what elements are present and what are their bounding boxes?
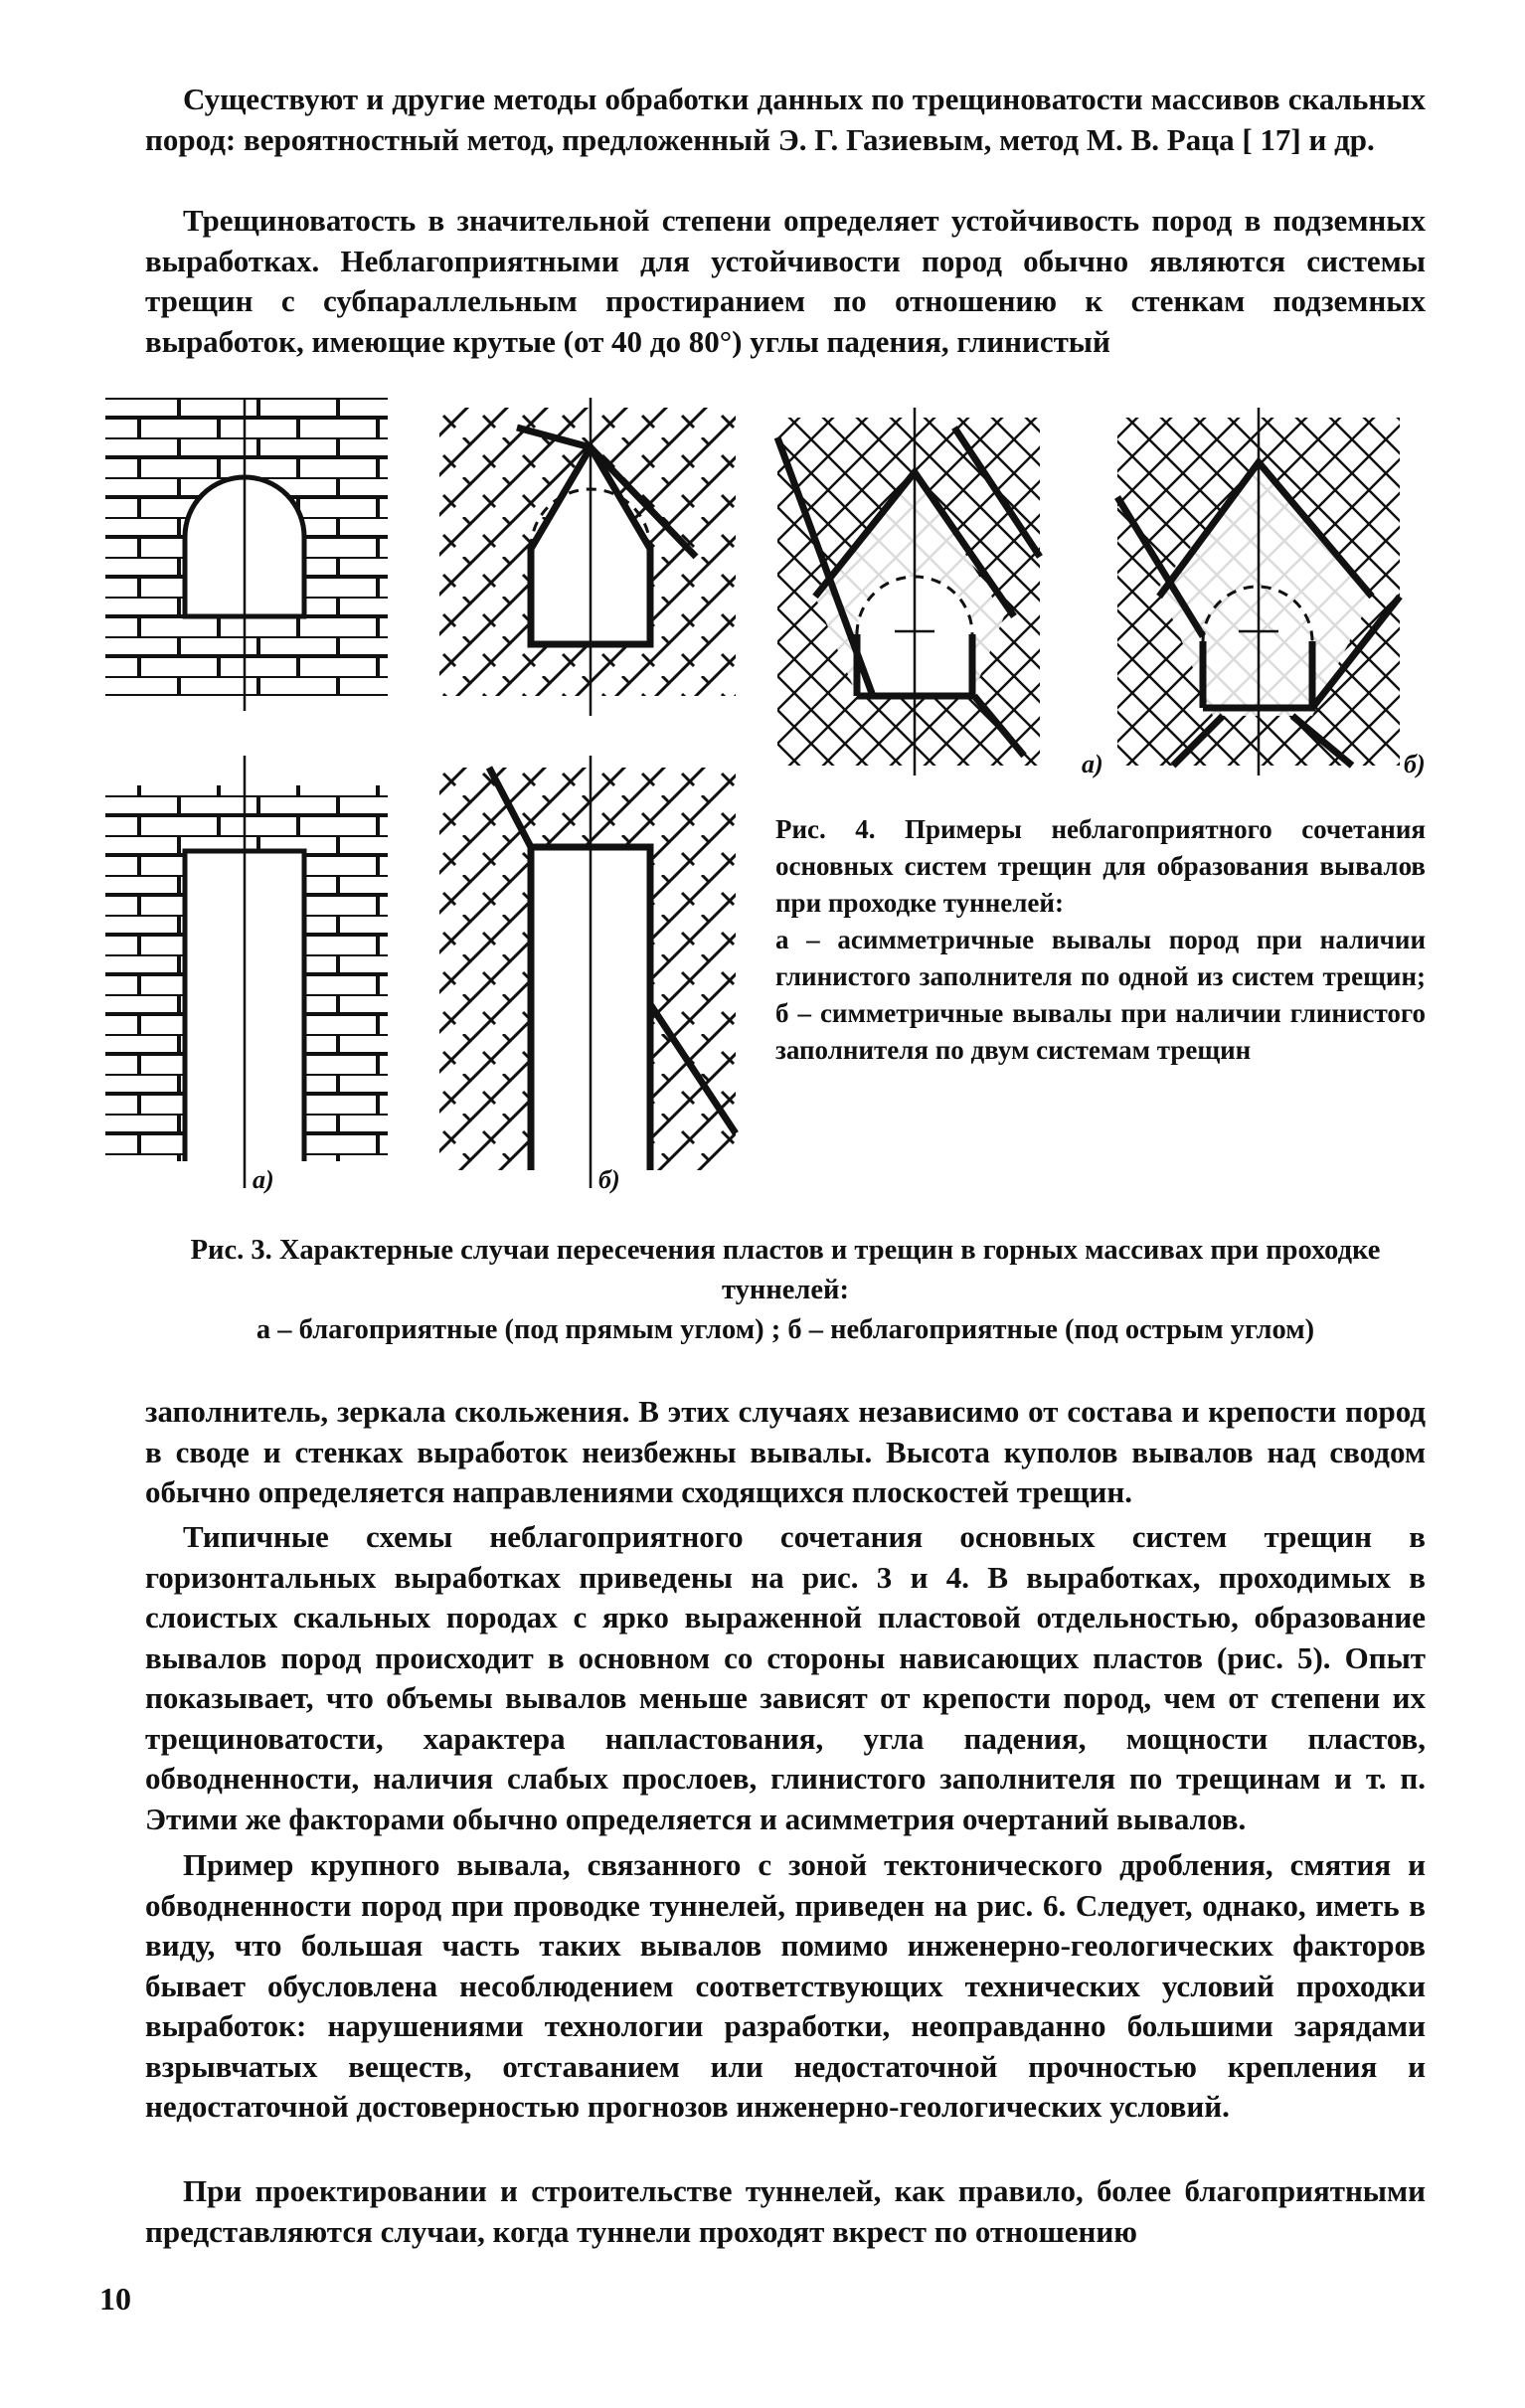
fig3b-bottom-diagram bbox=[439, 756, 736, 1188]
paragraph-1-text: Существуют и другие методы обработки данных по трещиноватости массивов скальных пород: вероятностный метод, предложенный Э. Г. Газиевым, метод М. В. Раца [ 17] и др. bbox=[145, 82, 1426, 157]
page-number: 10 bbox=[99, 2281, 131, 2317]
fig3a-top-diagram bbox=[105, 398, 388, 711]
figure-3-caption-title: Рис. 3. Характерные случаи пересечения пластов и трещин в горных массивах при проходке туннелей: bbox=[190, 1235, 1381, 1305]
paragraph-6-text: При проектировании и строительстве туннелей, как правило, более благоприятными представляются случаи, когда туннели проходят вкрест по отношению bbox=[145, 2173, 1426, 2249]
figure-3-caption bbox=[145, 1231, 1426, 1350]
paragraph-3-text: заполнитель, зеркала скольжения. В этих случаях независимо от состава и крепости пород в своде и стенках выработок неизбежны вывалы. Высота куполов вывалов над сводом обычно определяется направлениями сходящихся плоскостей трещин. bbox=[145, 1394, 1426, 1509]
fig3b-top-diagram bbox=[439, 398, 736, 716]
figure-3-caption-legend: а – благоприятные (под прямым углом) ; б – неблагоприятные (под острым углом) bbox=[255, 1314, 1315, 1345]
paragraph-3 bbox=[145, 1392, 1426, 1513]
fig4b-diagram bbox=[1117, 408, 1400, 775]
fig4-label-a: а) bbox=[1082, 750, 1103, 778]
paragraph-2-text: Трещиноватость в значительной степени определяет устойчивость пород в подземных выработках. Неблагоприятными для устойчивости пород обычно являются системы трещин с субпараллельным простиранием по отношению к стенкам подземных выработок, имеющие крутые (от 40 до 80°) углы падения, глинистый bbox=[145, 203, 1426, 359]
figure-4-caption-title: Рис. 4. Примеры неблагоприятного сочетания основных систем трещин для образования вывалов при проходке туннелей: bbox=[775, 814, 1426, 918]
paragraph-4-text: Типичные схемы неблагоприятного сочетания основных систем трещин в горизонтальных выработках приведены на рис. 3 и 4. В выработках, проходимых в слоистых скальных породах с ярко выраженной пластовой отдельностью, образование вывалов пород происходит в основном со стороны нависающих пластов (рис. 5). Опыт показывает, что объемы вывалов меньше зависят от крепости пород, чем от степени их трещиноватости, характера напластования, угла падения, мощности пластов, обводненности, наличия слабых прослоев, глинистого заполнителя по трещинам и т. п. Этими же факторами обычно определяется и асимметрия очертаний вывалов. bbox=[145, 1519, 1426, 1836]
paragraph-6 bbox=[145, 2171, 1426, 2252]
paragraph-5-text: Пример крупного вывала, связанного с зоной тектонического дробления, смятия и обводненности пород при проводке туннелей, приведен на рис. 6. Следует, однако, иметь в виду, что большая часть таких вывалов помимо инженерно-геологических факторов бывает обусловлена несоблюдением соответствующих технических условий проходки выработок: нарушениями технологии разработки, неоправданно большими зарядами взрывчатых веществ, отставанием или недостаточной прочностью крепления и недостаточной достоверностью прогнозов инженерно-геологических условий. bbox=[145, 1847, 1426, 2124]
fig3a-bottom-diagram bbox=[105, 756, 388, 1188]
figure-4-caption bbox=[775, 811, 1426, 1069]
figure-4-caption-legend: а – асимметричные вывалы пород при наличии глинистого заполнителя по одной из систем трещин; б – симметричные вывалы при наличии глинистого заполнителя по двум системам трещин bbox=[775, 925, 1426, 1065]
fig4-label-b: б) bbox=[1404, 750, 1426, 778]
paragraph-4 bbox=[145, 1517, 1426, 1839]
fig4a-diagram bbox=[777, 408, 1040, 775]
paragraph-5 bbox=[145, 1845, 1426, 2128]
fig3-label-b: б) bbox=[598, 1165, 620, 1194]
fig3-label-a: а) bbox=[253, 1165, 274, 1194]
